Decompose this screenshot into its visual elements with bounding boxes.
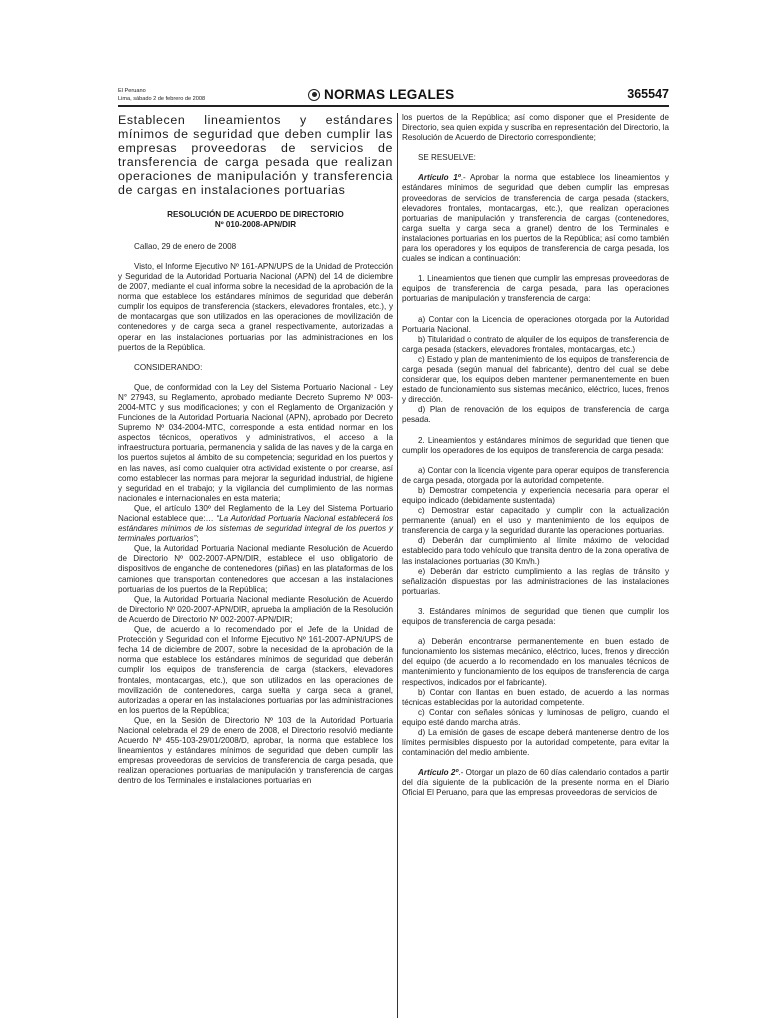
resolution-heading [118,210,393,230]
page-header [118,84,669,108]
considerando-paragraph-6: Que, en la Sesión de Directorio Nº 103 de la Autoridad Portuaria Nacional celebrada el 29 de enero de 2008, el Directorio resolvió mediante Acuerdo Nº 455-103-29/01/2008/D, aprobar, la norma que establece los lineamientos y estándares mínimos de seguridad que deben cumplir las empresas proveedoras de servicios de transferencia de carga pesada, que realizan operaciones portuarias de manipulación y transferencia de cargas dentro de los Terminales e instalaciones portuarias en [118,715,393,786]
seal-icon [308,89,320,101]
header-rule [118,105,669,107]
publication-name: El Peruano [118,88,146,94]
c2-text: Que, el artículo 130º del Reglamento de la Ley del Sistema Portuario Nacional establece que:… [118,503,393,523]
considerando-paragraph-5: Que, de acuerdo a lo recomendado por el Jefe de la Unidad de Protección y Seguridad con el Informe Ejecutivo Nº 161-2007-APN/UPS de fecha 14 de diciembre de 2007, sobre la necesidad de la aprobación de la norma que establece los estándares mínimos de seguridad que deberán cumplir los equipos de transferencia de carga (stackers, elevadores frontales, montacargas, etc.), que son utilizados en las operaciones de movilización de contenedores, carga suelta y carga seca a granel, autorizadas a operar en las instalaciones portuarias por las administraciones en los puertos de la República; [118,625,393,715]
article-1-text: .- Aprobar la norma que establece los lineamientos y estándares mínimos de seguridad que deben cumplir las empresas proveedoras de servicios de transferencia de carga pesada (stackers, elevadores frontales, montacargas, etc.), que realizan operaciones portuarias de manipulación y transferencia de cargas (contenedores, carga suelta y carga seca a granel) dentro de los Terminales e instalaciones portuarias en los puertos de la República; así como también para los operadores y los equipos de transferencia de carga pesada, los cuales se indican a continuación: [402,173,669,264]
considerando-paragraph-4: Que, la Autoridad Portuaria Nacional mediante Resolución de Acuerdo de Directorio Nº 020-2007-APN/DIR, aprueba la ampliación de la Resolución de Acuerdo de Directorio Nº 002-2007-APN/DIR; [118,594,393,624]
section-2-item-a: a) Contar con la licencia vigente para operar equipos de transferencia de carga pesada, otorgada por la autoridad competente. [402,465,669,485]
section-2-title: 2. Lineamientos y estándares mínimos de seguridad que tienen que cumplir los operadores de los equipos de transferencia de carga pesada: [402,435,669,455]
section-3-item-a: a) Deberán encontrarse permanentemente en buen estado de funcionamiento los sistemas mecánico, eléctrico, luces, frenos y dirección del equipo (de acuerdo a lo recomendado en los manuales técnicos de mantenimiento y funcionamiento de los equipos de transferencia de carga respectivos, indicados por el fabricante). [402,637,669,687]
place-date: Callao, 29 de enero de 2008 [134,241,237,251]
considerando-paragraph-3: Que, la Autoridad Portuaria Nacional mediante Resolución de Acuerdo de Directorio Nº 002-2007-APN/DIR, establece el uso obligatorio de dispositivos de enganche de contenedores (piñas) en las plataformas de los camiones que transportan contenedores que accesan a las instalaciones portuarias de los puertos de la República; [118,544,393,594]
section-2-item-d: d) Deberán dar cumplimiento al límite máximo de velocidad establecido para todo vehículo que transita dentro de la zona operativa de las instalaciones portuarias (30 Km/h.) [402,536,669,566]
resolution-number: Nº 010-2008-APN/DIR [214,219,297,229]
visto-paragraph: Visto, el Informe Ejecutivo Nº 161-APN/UPS de la Unidad de Protección y Seguridad de la Autoridad Portuaria Nacional (APN) del 14 de diciembre de 2007, mediante el cual informa sobre la necesidad de la aprobación de la norma que establece los estándares mínimos de seguridad que deberán cumplir los equipos de transferencia (stackers, elevadores frontales, etc.), y de montacargas que son utilizados en las operaciones de movilización de contenedores y de carga seca a granel respectivamente, autorizadas a operar en las instalaciones portuarias por las administraciones en los puertos de la República. [118,261,393,352]
resolution-heading-line1: RESOLUCIÓN DE ACUERDO DE DIRECTORIO [167,209,344,219]
right-column [402,113,669,799]
section-title: NORMAS LEGALES [324,87,455,102]
header-section [308,87,454,102]
considerando-heading: CONSIDERANDO: [134,362,203,372]
section-1-item-b: b) Titularidad o contrato de alquiler de los equipos de transferencia de carga pesada (stackers, elevadores frontales, montacargas, etc.) [402,334,669,354]
considerando-paragraph-2 [118,504,393,544]
continuation-paragraph: los puertos de la República; así como disponer que el Presidente de Directorio, sea quien expida y suscriba en representación del Directorio, la Resolución de Acuerdo de Directorio correspondiente; [402,113,669,143]
section-3-item-d: d) La emisión de gases de escape deberá mantenerse dentro de los límites permisibles dispuesto por la autoridad competente, para evitar la contaminación del medio ambiente. [402,727,669,758]
column-divider [397,113,398,1018]
page-number: 365547 [627,87,669,101]
section-1-item-c: c) Estado y plan de mantenimiento de los equipos de transferencia de carga pesada (según manual del fabricante), dentro del cual se debe considerar que, los equipos deben mantener permanentemente en buen estado de funcionamiento sus sistemas mecánico, eléctrico, luces, frenos y dirección. [402,354,669,405]
section-2-item-c: c) Demostrar estar capacitado y cumplir con la actualización permanente (anual) en el uso y mantenimiento de los equipos de transferencia de carga y la seguridad durante las operaciones portuarias. [402,506,669,536]
section-1-item-a: a) Contar con la Licencia de operaciones otorgada por la Autoridad Portuaria Nacional. [402,314,669,334]
section-1-item-d: d) Plan de renovación de los equipos de transferencia de carga pesada. [402,405,669,425]
se-resuelve-heading: SE RESUELVE: [418,153,476,163]
c2-quote: “La Autoridad Portuaria Nacional establecerá los estándares mínimos de los sistemas de seguridad integral de los puertos y terminales portuarios” [118,514,393,544]
section-3-title: 3. Estándares mínimos de seguridad que tienen que cumplir los equipos de transferencia de carga pesada: [402,606,669,627]
left-column [118,113,393,787]
c2-end: ; [196,534,199,544]
considerando-paragraph-1: Que, de conformidad con la Ley del Sistema Portuario Nacional - Ley N° 27943, su Reglamento, aprobado mediante Decreto Supremo Nº 003-2004-MTC y sus modificaciones; y con el Reglamento de Organización y Funciones de la Autoridad Portuaria Nacional (APN), aprobado por Decreto Supremo Nº 034-2004-MTC, corresponde a esta entidad normar en los aspectos técnicos, operativos y administrativos, el acceso a la infraestructura portuaria, permanencia y salida de las naves y de la carga en los puertos sujetos al ámbito de su competencia; seguridad en los puertos y en las naves, así como cualquier otra actividad existente o por crearse, así como establecer las normas para mejorar la seguridad industrial, de higiene y seguridad en el trabajo; y la vigilancia del cumplimiento de las normas nacionales e internacionales en esta materia; [118,382,393,503]
section-3-item-b: b) Contar con llantas en buen estado, de acuerdo a las normas técnicas establecidas por la autoridad competente. [402,687,669,707]
header-publication-info [118,87,205,103]
publication-date: Lima, sábado 2 de febrero de 2008 [118,96,206,102]
section-2-item-e: e) Deberán dar estricto cumplimiento a las reglas de tránsito y señalización dispuestas por las administraciones de las instalaciones portuarias. [402,566,669,596]
section-1-title: 1. Lineamientos que tienen que cumplir las empresas proveedoras de equipos de transferencia de carga pesada, para las operaciones portuarias de manipulación y transferencia de carga: [402,274,669,304]
section-3-item-c: c) Contar con señales sónicas y luminosas de peligro, cuando el equipo esté dando marcha atrás. [402,707,669,727]
section-2-item-b: b) Demostrar competencia y experiencia necesaria para operar el equipo indicado (debidamente sustentada) [402,485,669,505]
article-2 [402,768,669,798]
article-title: Establecen lineamientos y estándares mínimos de seguridad que deben cumplir las empresas proveedoras de servicios de transferencia de carga pesada que realizan operaciones de manipulación y transferencia de cargas en instalaciones portuarias [118,113,393,198]
article-2-label: Artículo 2º [418,768,459,778]
article-1-label: Artículo 1º [418,173,461,183]
article-1 [402,173,669,264]
article-2-text: .- Otorgar un plazo de 60 días calendario contados a partir del día siguiente de la publicación de la presente norma en el Diario Oficial El Peruano, para que las empresas proveedoras de servicios de [402,768,669,798]
